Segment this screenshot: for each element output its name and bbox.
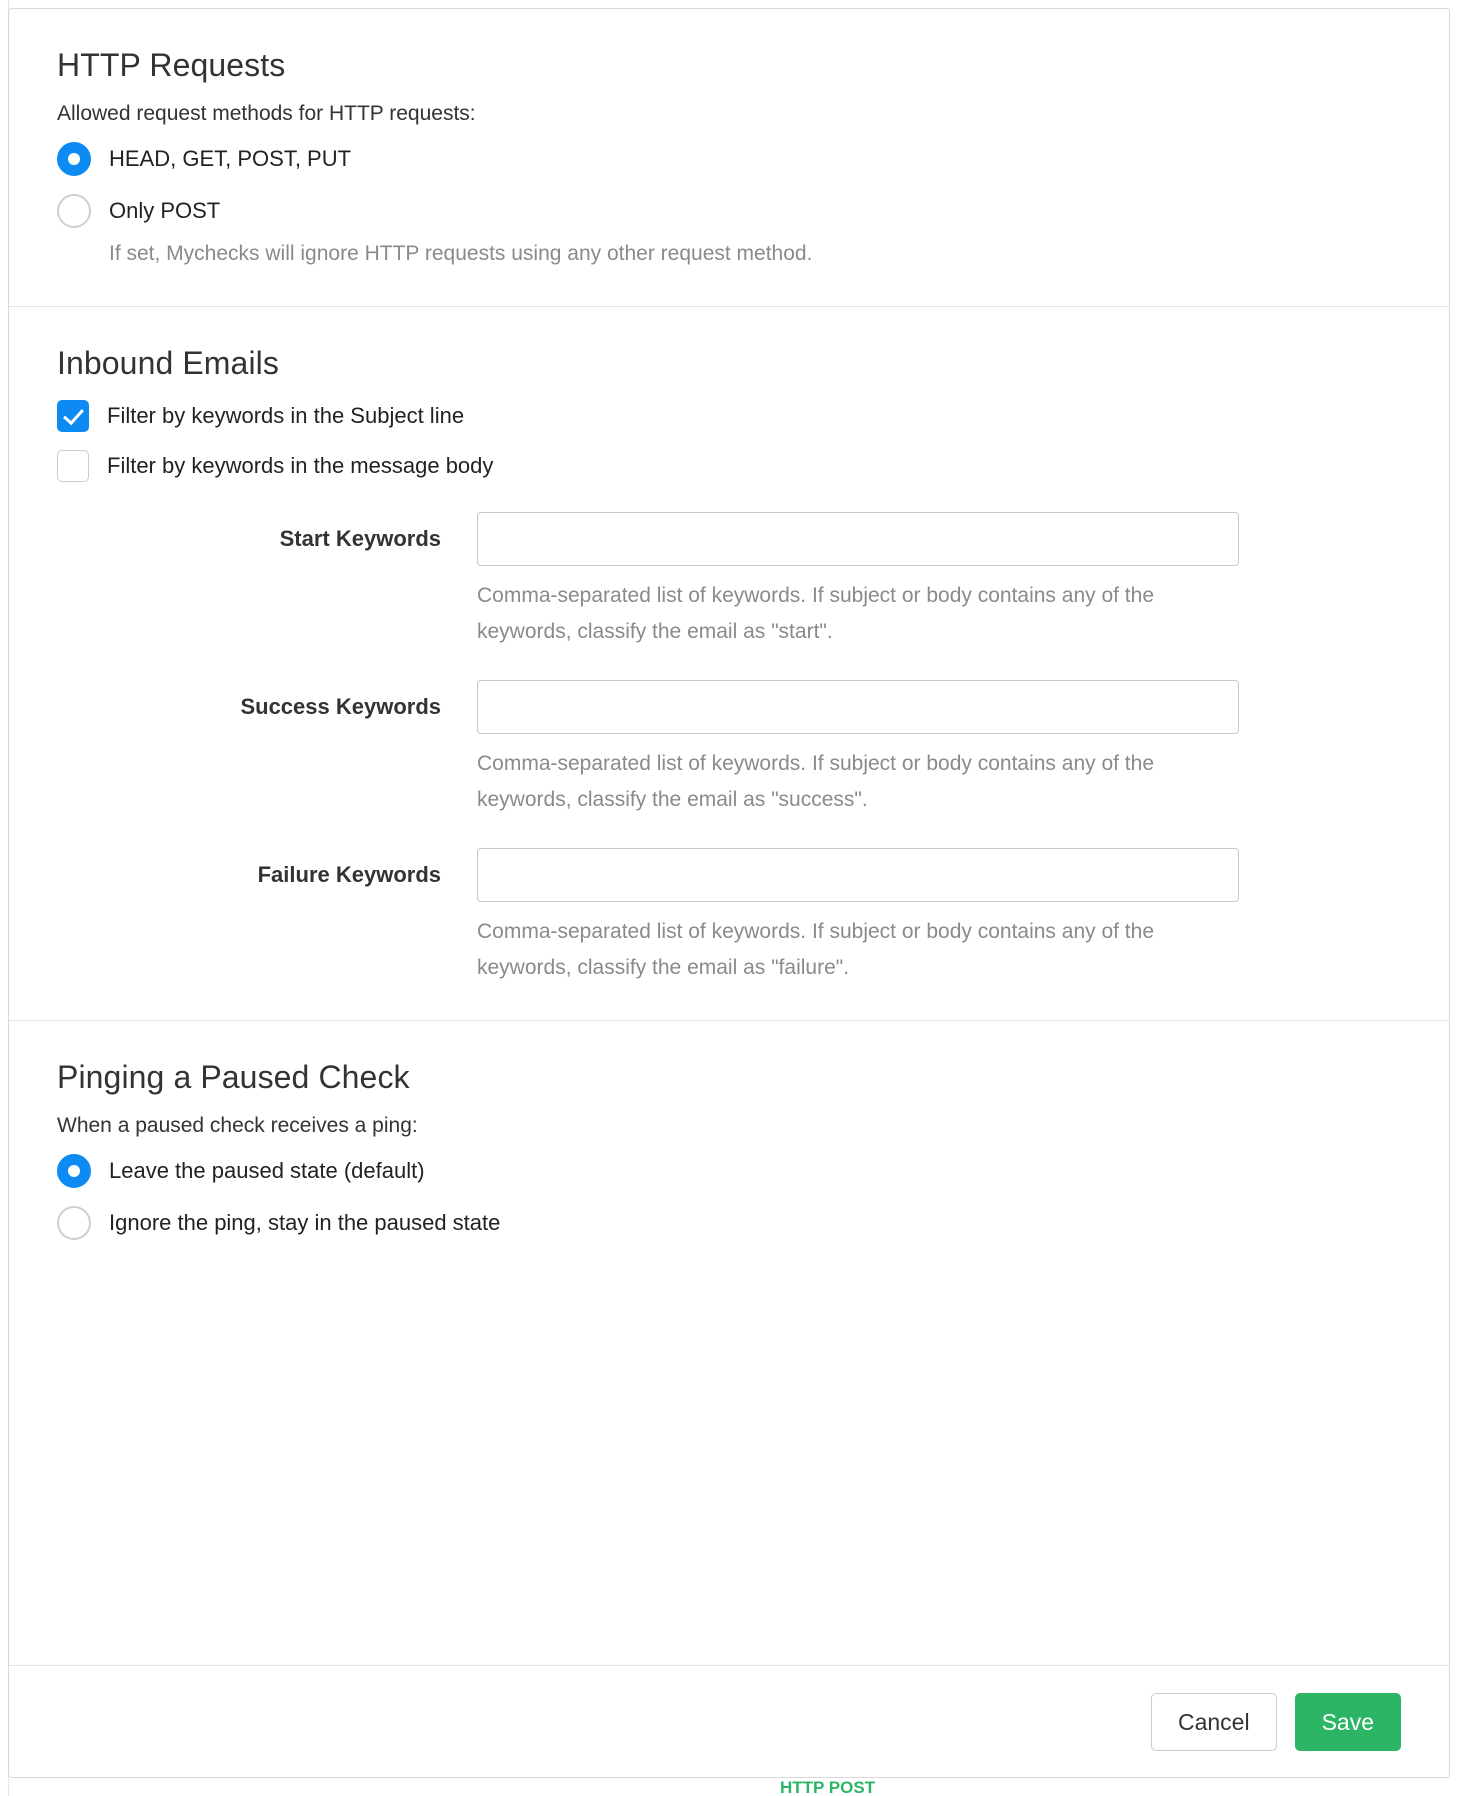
radio-icon-leave-paused[interactable] [57, 1154, 91, 1188]
field-success-keywords [57, 680, 1401, 818]
section-inbound-emails [9, 307, 1449, 1021]
checkbox-icon-body[interactable] [57, 450, 89, 482]
http-requests-lead: Allowed request methods for HTTP requests: [57, 102, 476, 125]
section-http-requests [9, 9, 1449, 307]
modal-footer [9, 1665, 1449, 1777]
http-requests-helper: If set, Mychecks will ignore HTTP requests using any other request method. [109, 242, 813, 265]
radio-option-all-methods[interactable] [57, 142, 1401, 176]
checkbox-label-subject: Filter by keywords in the Subject line [107, 403, 465, 428]
radio-label-only-post: Only POST [109, 198, 221, 223]
radio-label-ignore-ping: Ignore the ping, stay in the paused state [109, 1210, 501, 1235]
http-requests-title: HTTP Requests [57, 47, 286, 83]
radio-icon-ignore-ping[interactable] [57, 1206, 91, 1240]
checkbox-row-subject[interactable] [57, 400, 1401, 432]
radio-label-all-methods: HEAD, GET, POST, PUT [109, 146, 352, 171]
save-button[interactable]: Save [1295, 1693, 1401, 1751]
background-content-peek [0, 1778, 1460, 1796]
radio-icon-only-post[interactable] [57, 194, 91, 228]
background-method-text: HTTP POST [780, 1778, 876, 1796]
field-body-success-keywords [477, 680, 1239, 818]
radio-option-ignore-ping[interactable] [57, 1206, 1401, 1240]
radio-icon-all-methods[interactable] [57, 142, 91, 176]
cancel-button[interactable]: Cancel [1151, 1693, 1277, 1751]
field-label-failure-keywords: Failure Keywords [257, 862, 441, 887]
paused-check-title: Pinging a Paused Check [57, 1059, 410, 1095]
field-help-success-keywords: Comma-separated list of keywords. If subject or body contains any of the keywords, classify the email as "success". [477, 752, 1154, 811]
radio-option-leave-paused[interactable] [57, 1154, 1401, 1188]
checkbox-row-body[interactable] [57, 450, 1401, 482]
start-keywords-input[interactable] [477, 512, 1239, 566]
radio-label-leave-paused: Leave the paused state (default) [109, 1158, 425, 1183]
field-body-failure-keywords [477, 848, 1239, 986]
inbound-emails-title: Inbound Emails [57, 345, 279, 381]
paused-check-lead: When a paused check receives a ping: [57, 1114, 418, 1137]
section-paused-check [9, 1021, 1449, 1292]
field-failure-keywords [57, 848, 1401, 986]
checkbox-icon-subject[interactable] [57, 400, 89, 432]
checkbox-label-body: Filter by keywords in the message body [107, 453, 494, 478]
field-help-start-keywords: Comma-separated list of keywords. If subject or body contains any of the keywords, classify the email as "start". [477, 584, 1154, 643]
field-body-start-keywords [477, 512, 1239, 650]
field-help-failure-keywords: Comma-separated list of keywords. If subject or body contains any of the keywords, classify the email as "failure". [477, 920, 1154, 979]
field-start-keywords [57, 512, 1401, 650]
field-label-success-keywords: Success Keywords [240, 694, 441, 719]
failure-keywords-input[interactable] [477, 848, 1239, 902]
success-keywords-input[interactable] [477, 680, 1239, 734]
field-label-start-keywords: Start Keywords [279, 526, 441, 551]
radio-option-only-post[interactable] [57, 194, 1401, 228]
settings-modal [8, 8, 1450, 1778]
